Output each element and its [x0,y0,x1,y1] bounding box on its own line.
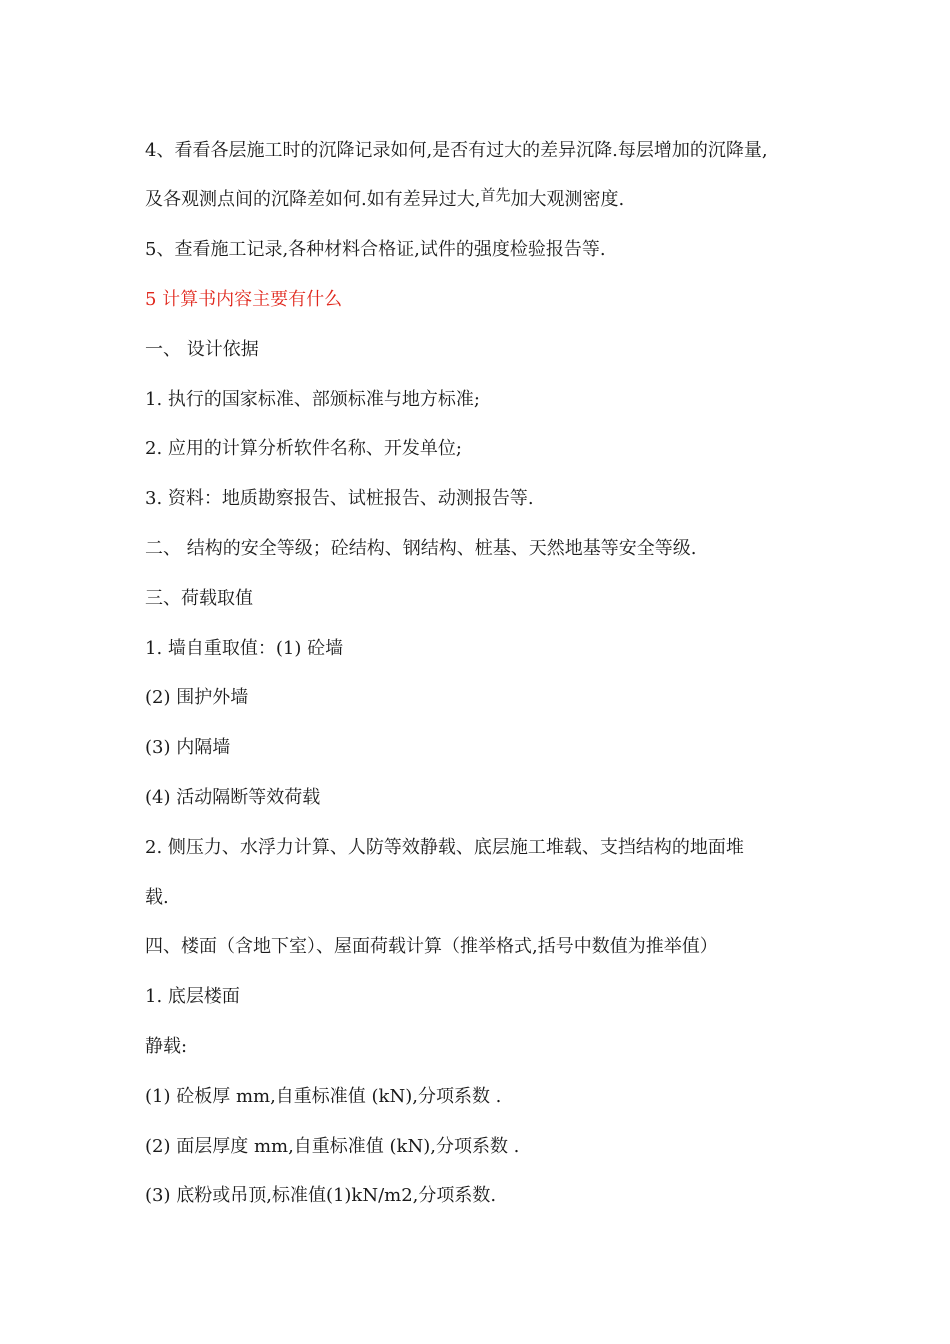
subheading-4: 四、楼面（含地下室）、屋面荷载计算（推举格式,括号中数值为推举值） [145,936,718,957]
paragraph-line-2 [145,188,825,212]
load-item-2: (2) 围护外墙 [145,687,249,708]
inline-small-text: 首先 [480,186,511,204]
floor-item-1: 1. 底层楼面 [145,986,240,1007]
list-item-3: 3. 资料：地质勘察报告、试桩报告、动测报告等. [145,488,534,509]
load-item-1: 1. 墙自重取值：(1) 砼墙 [145,638,344,659]
subheading-3: 三、荷载取值 [145,588,253,609]
load-item-5-cont: 载. [145,887,169,908]
paragraph-line-1: 4、看看各层施工时的沉降记录如何,是否有过大的差异沉降.每层增加的沉降量, [145,140,768,161]
section-heading: 5 计算书内容主要有什么 [145,289,343,310]
subheading-1: 一、 设计依据 [145,339,259,360]
static-load-item-1: (1) 砼板厚 mm,自重标准值 (kN),分项系数 . [145,1086,502,1107]
load-item-5: 2. 侧压力、水浮力计算、人防等效静载、底层施工堆载、支挡结构的地面堆 [145,837,744,858]
paragraph-line-3: 5、查看施工记录,各种材料合格证,试件的强度检验报告等. [145,239,606,260]
load-item-4: (4) 活动隔断等效荷载 [145,787,321,808]
static-load-item-3: (3) 底粉或吊顶,标准值(1)kN/m2,分项系数. [145,1185,497,1206]
static-load-label: 静载: [145,1036,188,1057]
load-item-3: (3) 内隔墙 [145,737,231,758]
line-2-text-a: 及各观测点间的沉降差如何.如有差异过大, [145,189,481,210]
list-item-1: 1. 执行的国家标准、部颁标准与地方标准; [145,389,480,410]
static-load-item-2: (2) 面层厚度 mm,自重标准值 (kN),分项系数 . [145,1136,520,1157]
subheading-2: 二、 结构的安全等级；砼结构、钢结构、桩基、天然地基等安全等级. [145,538,697,559]
list-item-2: 2. 应用的计算分析软件名称、开发单位; [145,438,462,459]
line-2-text-b: 加大观测密度. [510,189,625,210]
